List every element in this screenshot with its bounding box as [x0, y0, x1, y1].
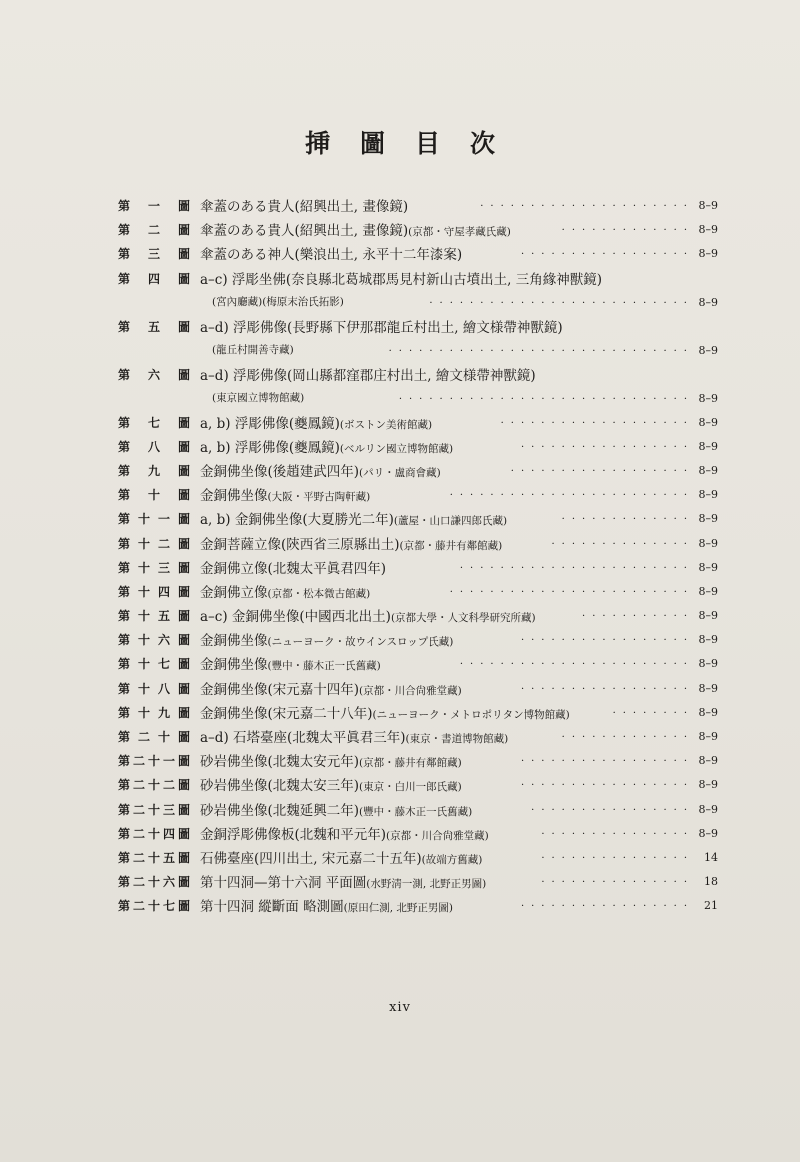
figure-title: 金銅菩薩立像(陝西省三原縣出土): [200, 536, 400, 553]
figure-title: 第十四洞 縱斷面 略測圖: [200, 899, 344, 916]
figure-number: 第 二 十 六 圖: [118, 875, 190, 890]
figure-title: a, b) 浮彫佛像(夔鳳鏡): [200, 415, 340, 432]
figure-collection: (京都・藤井有鄰館藏): [359, 757, 462, 770]
figure-collection: (京都・松本微古館藏): [267, 587, 371, 600]
toc-entry: [118, 579, 718, 603]
toc-entry: [118, 893, 718, 917]
page-reference: 8–9: [698, 199, 718, 212]
figure-number: 第 十 圖: [118, 488, 190, 503]
figure-collection: (故端方舊藏): [421, 853, 483, 866]
figure-collection: (東京國立博物館藏): [212, 391, 305, 404]
figure-title: 傘蓋のある貴人(紹興出土, 畫像鏡): [200, 223, 409, 240]
figure-title: 石佛臺座(四川出土, 宋元嘉二十五年): [200, 850, 422, 867]
figure-number: 第 二 十 二 圖: [118, 778, 190, 793]
figure-collection: (京都・守屋孝藏氏藏): [408, 226, 511, 239]
leader-dots: ················: [531, 804, 694, 816]
figure-number: 第 二 十 一 圖: [118, 754, 190, 769]
figure-description: [200, 823, 489, 843]
figure-collection: (ベルリン國立博物館藏): [339, 442, 454, 455]
toc-entry: [118, 506, 718, 530]
figure-collection: (豐中・藤木正一氏舊藏): [359, 805, 473, 818]
leader-dots: ··················: [510, 465, 694, 477]
figure-title: 金銅佛立像(北魏太平眞君四年): [200, 560, 387, 577]
leader-dots: ·················: [520, 901, 694, 913]
figure-title: a, b) 金銅佛坐像(大夏勝光二年): [200, 512, 394, 529]
page-reference: 8–9: [698, 343, 718, 357]
figure-title: 傘蓋のある貴人(紹興出土, 畫像鏡): [200, 199, 409, 215]
figure-collection: (宮內廳藏)(梅原末治氏拓影): [212, 295, 344, 308]
page-reference: 8–9: [698, 536, 718, 550]
figure-collection: (パリ・盧商會藏): [359, 466, 441, 479]
leader-dots: ·····················: [480, 201, 694, 212]
figure-description: [200, 653, 381, 673]
page-number: xiv: [389, 1000, 411, 1015]
page-reference: 8–9: [698, 247, 718, 261]
figure-title: 金銅佛坐像: [200, 488, 268, 505]
leader-dots: ·················: [520, 635, 694, 647]
toc-entry: [118, 797, 718, 821]
page-reference: 8–9: [698, 560, 718, 574]
figure-description: [200, 533, 502, 553]
figure-description: [200, 726, 508, 746]
figure-collection: (豐中・藤木正一氏舊藏): [267, 660, 381, 673]
page-reference: 8–9: [698, 295, 718, 309]
figure-number: 第 五 圖: [118, 319, 190, 334]
figure-collection: (大阪・平野古陶軒藏): [267, 491, 371, 504]
figure-description: [200, 460, 441, 480]
leader-dots: ·······················: [459, 659, 694, 671]
toc-entry: [118, 676, 718, 700]
leader-dots: ·····························: [398, 393, 694, 405]
leader-dots: ···············: [541, 828, 694, 840]
figure-description: [200, 678, 462, 698]
figure-description: [200, 316, 563, 336]
leader-dots: ·············: [561, 514, 694, 526]
figure-description: [200, 871, 486, 891]
toc-entry: [118, 772, 718, 796]
page-reference: 8–9: [698, 488, 718, 502]
toc-entry: [118, 724, 718, 748]
page-reference: 8–9: [698, 584, 718, 598]
page-reference: 8–9: [698, 705, 718, 719]
figure-collection: (蘆屋・山口謙四郎氏藏): [393, 515, 508, 528]
toc-entry: [118, 434, 718, 458]
figure-number: 第 一 圖: [118, 199, 190, 213]
figure-title: a–d) 浮彫佛像(長野縣下伊那郡龍丘村出土, 繪文様帶神獸鏡): [200, 319, 563, 336]
toc-entry: [118, 821, 718, 845]
illustration-list: [118, 193, 718, 918]
figure-title: 砂岩佛坐像(北魏延興二年): [200, 802, 360, 819]
leader-dots: ·············: [561, 732, 694, 743]
figure-description: [200, 243, 462, 263]
figure-description: [200, 605, 536, 625]
figure-description: [200, 412, 432, 432]
leader-dots: ························: [449, 490, 694, 502]
figure-number: 第 四 圖: [118, 271, 190, 286]
figure-number: 第 十 九 圖: [118, 705, 190, 720]
page-reference: 8–9: [698, 730, 718, 743]
toc-entry: [118, 362, 718, 410]
leader-dots: ···········: [582, 611, 694, 623]
figure-number: 第 十 七 圖: [118, 657, 190, 672]
page-reference: 8–9: [698, 754, 718, 768]
leader-dots: ···················: [500, 417, 694, 429]
figure-description: [200, 484, 370, 504]
page-reference: 8–9: [698, 802, 718, 816]
leader-dots: ·················: [520, 683, 694, 695]
leader-dots: ·················: [520, 249, 694, 261]
toc-entry: [118, 410, 718, 434]
figure-collection: (ボストン美術館藏): [339, 418, 433, 431]
page-reference: 8–9: [698, 633, 718, 647]
page-reference: 18: [704, 875, 718, 889]
figure-description: [200, 557, 386, 577]
toc-entry: [118, 555, 718, 579]
leader-dots: ·······················: [459, 562, 694, 574]
figure-title: 砂岩佛坐像(北魏太安元年): [200, 754, 360, 771]
page-reference: 8–9: [698, 415, 718, 429]
figure-number: 第 七 圖: [118, 415, 190, 430]
figure-description: [200, 847, 482, 867]
figure-number: 第 二 十 五 圖: [118, 850, 190, 865]
figure-number: 第 九 圖: [118, 463, 190, 478]
leader-dots: ······························: [388, 345, 694, 357]
toc-entry: [118, 748, 718, 772]
figure-title: a–d) 浮彫佛像(岡山縣都窪郡庄村出土, 繪文様帶神獸鏡): [200, 367, 536, 384]
toc-entry: [118, 869, 718, 893]
figure-collection: (京都大學・人文科學研究所藏): [390, 612, 536, 625]
figure-description: [200, 268, 602, 288]
leader-dots: ·················: [520, 756, 694, 768]
figure-title: 金銅佛坐像(宋元嘉十四年): [200, 681, 360, 698]
figure-description: [200, 750, 462, 770]
toc-entry: [118, 845, 718, 869]
figure-number: 第 十 三 圖: [118, 560, 190, 575]
figure-title: a–c) 金銅佛坐像(中國西北出土): [200, 609, 391, 626]
leader-dots: ········: [612, 707, 694, 719]
page-reference: 8–9: [698, 657, 718, 671]
toc-entry: [118, 458, 718, 482]
figure-description: [200, 702, 570, 722]
figure-collection: (原田仁測, 北野正男圖): [343, 902, 453, 915]
figure-number: 第 二 圖: [118, 223, 190, 238]
figure-title: 金銅浮彫佛像板(北魏和平元年): [200, 826, 387, 843]
leader-dots: ·················: [520, 441, 694, 453]
figure-collection: (ニューヨーク・メトロポリタン博物館藏): [372, 708, 570, 721]
figure-collection: (東京・白川一郎氏藏): [359, 781, 462, 794]
toc-entry: [118, 700, 718, 724]
figure-collection: (龍丘村開善寺藏): [212, 343, 294, 356]
page-reference: 8–9: [698, 463, 718, 477]
figure-collection: (東京・書道博物館藏): [405, 733, 509, 745]
figure-title: 傘蓋のある神人(樂浪出土, 永平十二年漆案): [200, 247, 463, 264]
figure-description: [200, 436, 453, 456]
figure-number: 第 十 五 圖: [118, 609, 190, 624]
figure-title: 金銅佛坐像: [200, 657, 268, 674]
figure-description: [200, 774, 462, 794]
figure-collection: (水野淸一測, 北野正男圖): [366, 878, 487, 891]
page-reference: 8–9: [698, 439, 718, 453]
toc-entry: [118, 531, 718, 555]
leader-dots: ·················: [520, 780, 694, 792]
leader-dots: ··············: [551, 538, 694, 550]
figure-description: [200, 895, 453, 915]
figure-title: a–c) 浮彫坐佛(奈良縣北葛城郡馬見村新山古墳出土, 三角緣神獸鏡): [200, 271, 603, 288]
page-reference: 8–9: [698, 826, 718, 840]
figure-number: 第 十 四 圖: [118, 584, 190, 599]
figure-description: [200, 799, 472, 819]
leader-dots: ························: [449, 586, 694, 598]
toc-entry: [118, 627, 718, 651]
figure-number: 第 二 十 七 圖: [118, 899, 190, 914]
toc-entry: [118, 193, 718, 217]
figure-description: [200, 195, 408, 215]
figure-title: 第十四洞—第十六洞 平面圖: [200, 875, 367, 892]
toc-entry: [118, 217, 718, 241]
figure-description: [200, 508, 507, 528]
figure-title: 金銅佛坐像(後趙建武四年): [200, 463, 360, 480]
figure-description: [200, 364, 536, 384]
figure-number: 第 二 十 圖: [118, 730, 190, 744]
figure-number: 第 三 圖: [118, 247, 190, 262]
figure-number: 第 二 十 三 圖: [118, 802, 190, 817]
leader-dots: ···············: [541, 852, 694, 864]
figure-title: 金銅佛坐像(宋元嘉二十八年): [200, 705, 373, 722]
toc-entry: [118, 241, 718, 265]
figure-description: [200, 219, 511, 239]
figure-number: 第 十 八 圖: [118, 681, 190, 696]
figure-title: 金銅佛立像: [200, 584, 268, 601]
figure-number: 第 十 一 圖: [118, 512, 190, 527]
leader-dots: ···············: [541, 877, 694, 889]
figure-description: [200, 581, 370, 601]
page-reference: 8–9: [698, 681, 718, 695]
figure-title: 砂岩佛坐像(北魏太安三年): [200, 778, 360, 795]
page-reference: 14: [704, 850, 718, 864]
page-reference: 8–9: [698, 391, 718, 405]
toc-entry: [118, 266, 718, 314]
leader-dots: ··························: [429, 297, 694, 309]
page-reference: 8–9: [698, 778, 718, 792]
figure-description: [200, 629, 453, 649]
toc-entry: [118, 651, 718, 675]
figure-title: a, b) 浮彫佛像(夔鳳鏡): [200, 439, 340, 456]
figure-number: 第 二 十 四 圖: [118, 826, 190, 841]
toc-entry: [118, 603, 718, 627]
page-reference: 8–9: [698, 609, 718, 623]
figure-collection: (京都・川合尙雅堂藏): [359, 684, 462, 697]
page-reference: 8–9: [698, 223, 718, 237]
figure-collection: (京都・藤井有鄰館藏): [399, 539, 503, 552]
toc-entry: [118, 314, 718, 362]
figure-number: 第 十 二 圖: [118, 536, 190, 551]
figure-number: 第 十 六 圖: [118, 633, 190, 648]
figure-collection: (ニューヨーク・故ウインスロップ氏藏): [267, 636, 454, 649]
figure-collection: (京都・川合尙雅堂藏): [386, 829, 489, 842]
page-title: 挿圖目次: [304, 129, 525, 158]
toc-entry: [118, 482, 718, 506]
page-reference: 21: [704, 899, 718, 913]
figure-number: 第 六 圖: [118, 367, 190, 382]
figure-title: 金銅佛坐像: [200, 633, 268, 650]
figure-title: a–d) 石塔臺座(北魏太平眞君三年): [200, 730, 406, 746]
figure-number: 第 八 圖: [118, 439, 190, 454]
leader-dots: ·············: [561, 225, 694, 237]
page-reference: 8–9: [698, 512, 718, 526]
